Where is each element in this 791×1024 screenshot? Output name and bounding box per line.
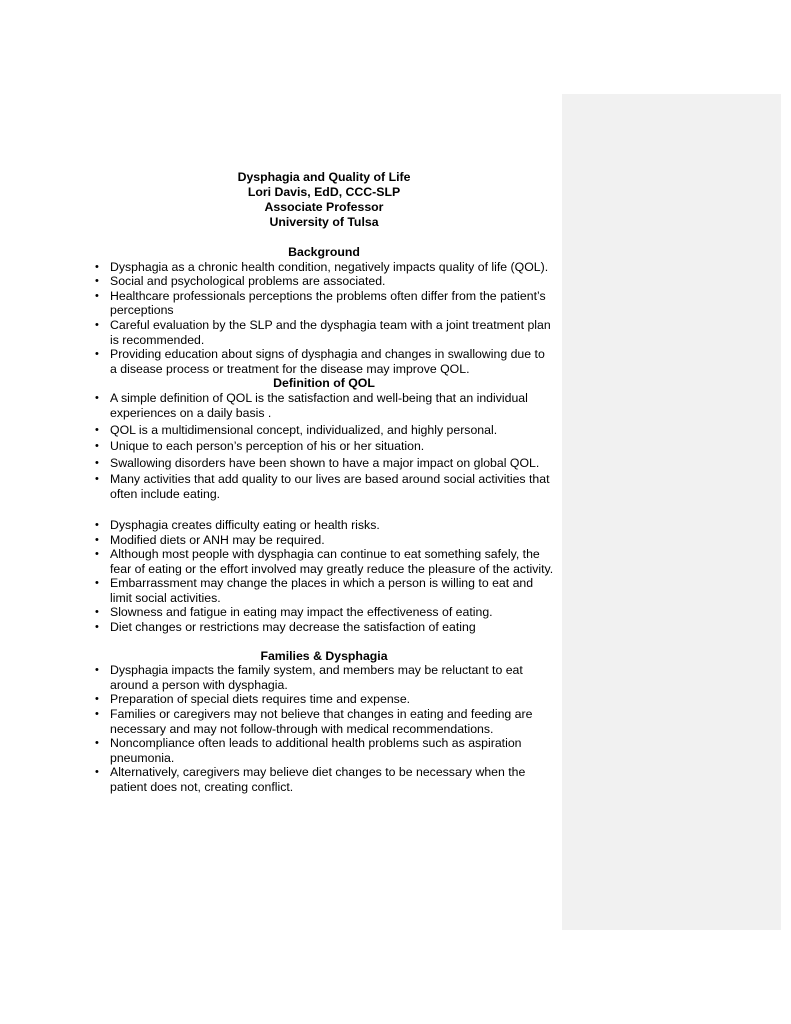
list-item: • Although most people with dysphagia can continue to eat something safely, the fear of eating or the effort involved may greatly reduce the pleasure of the activity. xyxy=(95,547,555,576)
list-item: • Dysphagia as a chronic health condition, negatively impacts quality of life (QOL). xyxy=(95,260,555,275)
section-heading-families: Families & Dysphagia xyxy=(260,648,388,663)
section-heading-definition: Definition of QOL xyxy=(273,376,375,391)
background-list xyxy=(95,260,555,377)
list-item: • Diet changes or restrictions may decrease the satisfaction of eating xyxy=(95,620,555,635)
definition-list xyxy=(95,391,555,502)
author-position: Associate Professor xyxy=(264,200,384,214)
list-item: • Preparation of special diets requires time and expense. xyxy=(95,692,555,707)
list-item: • Dysphagia impacts the family system, and members may be reluctant to eat around a person with dysphagia. xyxy=(95,663,555,692)
list-item: • Noncompliance often leads to additional health problems such as aspiration pneumonia. xyxy=(95,736,555,765)
author-institution: University of Tulsa xyxy=(269,215,379,229)
list-item: • Embarrassment may change the places in which a person is willing to eat and limit social activities. xyxy=(95,576,555,605)
comment-margin-pane xyxy=(562,94,781,930)
author-name: Lori Davis, EdD, CCC-SLP xyxy=(247,185,401,199)
list-item: • Families or caregivers may not believe that changes in eating and feeding are necessary and may not follow-through with medical recommendations. xyxy=(95,707,555,736)
list-item: • QOL is a multidimensional concept, individualized, and highly personal. xyxy=(95,423,555,438)
impact-list xyxy=(95,518,555,635)
list-item: • Unique to each person’s perception of his or her situation. xyxy=(95,439,555,454)
families-list xyxy=(95,663,555,794)
document-title-block xyxy=(95,170,553,230)
list-item: • Slowness and fatigue in eating may impact the effectiveness of eating. xyxy=(95,605,555,620)
section-heading-background: Background xyxy=(288,245,360,259)
list-item: • Alternatively, caregivers may believe diet changes to be necessary when the patient does not, creating conflict. xyxy=(95,765,555,794)
list-item: • Dysphagia creates difficulty eating or health risks. xyxy=(95,518,555,533)
list-item: • Swallowing disorders have been shown to have a major impact on global QOL. xyxy=(95,456,555,471)
list-item: • Providing education about signs of dysphagia and changes in swallowing due to a disease process or treatment for the disease may improve QOL. xyxy=(95,347,555,376)
list-item: • Healthcare professionals perceptions the problems often differ from the patient’s perceptions xyxy=(95,289,555,318)
list-item: • A simple definition of QOL is the satisfaction and well-being that an individual experiences on a daily basis . xyxy=(95,391,555,421)
list-item: • Social and psychological problems are associated. xyxy=(95,274,555,289)
document-title: Dysphagia and Quality of Life xyxy=(237,170,411,184)
document-body xyxy=(95,170,555,795)
list-item: • Many activities that add quality to our lives are based around social activities that often include eating. xyxy=(95,472,555,502)
list-item: • Modified diets or ANH may be required. xyxy=(95,533,555,548)
list-item: • Careful evaluation by the SLP and the dysphagia team with a joint treatment plan is recommended. xyxy=(95,318,555,347)
